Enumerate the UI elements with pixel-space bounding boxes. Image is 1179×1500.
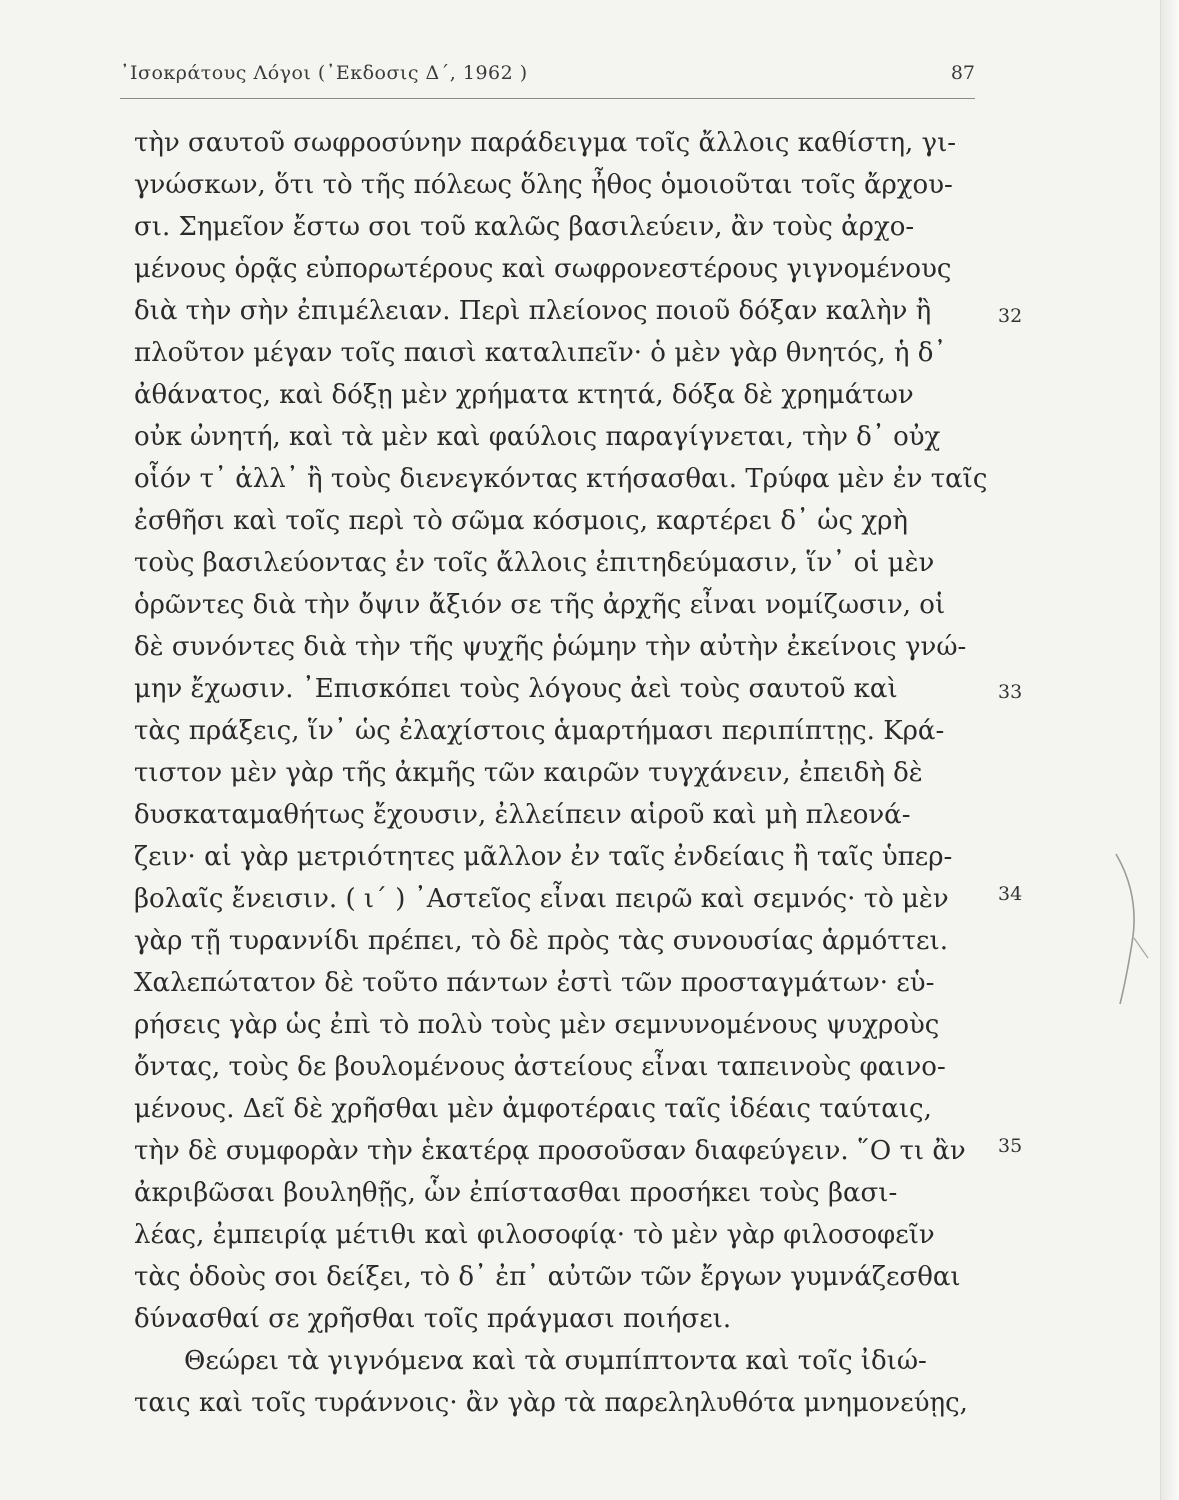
text-line: λέας, ἐμπειρίᾳ μέτιθι καὶ φιλοσοφίᾳ· τὸ μὲν γὰρ φιλοσοφεῖν <box>134 1220 935 1250</box>
header-rule <box>120 98 975 99</box>
text-line: σι. Σημεῖον ἔστω σοι τοῦ καλῶς βασιλεύειν, ἂν τοὺς ἀρχο- <box>134 212 915 242</box>
text-line: τὰς πράξεις, ἵν᾽ ὡς ἐλαχίστοις ἁμαρτήμασι περιπίπτῃς. Κρά- <box>134 716 945 746</box>
page-number: 87 <box>950 62 975 84</box>
page-edge <box>1160 0 1179 1500</box>
text-line: ρήσεις γὰρ ὡς ἐπὶ τὸ πολὺ τοὺς μὲν σεμνυνομένους ψυχροὺς <box>134 1010 940 1040</box>
text-line: Θεώρει τὰ γιγνόμενα καὶ τὰ συμπίπτοντα καὶ τοῖς ἰδιώ- <box>184 1346 927 1376</box>
text-line: Χαλεπώτατον δὲ τοῦτο πάντων ἐστὶ τῶν προσταγμάτων· εὑ- <box>134 968 935 998</box>
text-line: ἐσθῆσι καὶ τοῖς περὶ τὸ σῶμα κόσμοις, καρτέρει δ᾽ ὡς χρὴ <box>134 506 908 536</box>
text-line: δύνασθαί σε χρῆσθαι τοῖς πράγμασι ποιήσει. <box>134 1304 732 1334</box>
text-line: ἀκριβῶσαι βουληθῇς, ὧν ἐπίστασθαι προσήκει τοὺς βασι- <box>134 1178 898 1208</box>
text-line: γνώσκων, ὅτι τὸ τῆς πόλεως ὅλης ἦθος ὁμοιοῦται τοῖς ἄρχου- <box>134 170 953 200</box>
text-line: διὰ τὴν σὴν ἐπιμέλειαν. Περὶ πλείονος ποιοῦ δόξαν καλὴν ἢ <box>134 296 932 326</box>
text-line: ἀθάνατος, καὶ δόξῃ μὲν χρήματα κτητά, δόξα δὲ χρημάτων <box>134 380 914 410</box>
section-number: 34 <box>998 883 1023 905</box>
text-line: δὲ συνόντες διὰ τὴν τῆς ψυχῆς ῥώμην τὴν αὐτὴν ἐκείνοις γνώ- <box>134 632 967 662</box>
text-line: τὴν δὲ συμφορὰν τὴν ἑκατέρᾳ προσοῦσαν διαφεύγειν. ῞Ο τι ἂν <box>134 1136 966 1166</box>
text-line: βολαῖς ἔνεισιν. ( ι΄ ) ᾿Αστεῖος εἶναι πειρῶ καὶ σεμνός· τὸ μὲν <box>134 884 949 914</box>
text-line: ζειν· αἱ γὰρ μετριότητες μᾶλλον ἐν ταῖς ἐνδείαις ἢ ταῖς ὑπερ- <box>134 842 953 872</box>
section-number: 32 <box>998 305 1023 327</box>
text-line: μην ἔχωσιν. ᾿Επισκόπει τοὺς λόγους ἀεὶ τοὺς σαυτοῦ καὶ <box>134 674 898 704</box>
running-title: ᾿Ισοκράτους Λόγοι (᾿Εκδοσις Δ΄, 1962 ) <box>120 62 528 84</box>
text-line: μένους ὁρᾷς εὐπορωτέρους καὶ σωφρονεστέρους γιγνομένους <box>134 254 952 284</box>
text-line: μένους. Δεῖ δὲ χρῆσθαι μὲν ἀμφοτέραις ταῖς ἰδέαις ταύταις, <box>134 1094 932 1124</box>
page-header <box>120 62 975 94</box>
text-line: οὐκ ὠνητή, καὶ τὰ μὲν καὶ φαύλοις παραγίγνεται, τὴν δ᾽ οὐχ <box>134 422 941 452</box>
text-line: οἷόν τ᾽ ἀλλ᾽ ἢ τοὺς διενεγκόντας κτήσασθαι. Τρύφα μὲν ἐν ταῖς <box>134 464 988 494</box>
text-line: πλοῦτον μέγαν τοῖς παισὶ καταλιπεῖν· ὁ μὲν γὰρ θνητός, ἡ δ᾽ <box>134 338 947 368</box>
pencil-mark <box>1108 848 1168 1008</box>
text-line: ὄντας, τοὺς δε βουλομένους ἀστείους εἶναι ταπεινοὺς φαινο- <box>134 1052 946 1082</box>
text-line: δυσκαταμαθήτως ἔχουσιν, ἐλλείπειν αἱροῦ καὶ μὴ πλεονά- <box>134 800 911 830</box>
text-line: ὁρῶντες διὰ τὴν ὄψιν ἄξιόν σε τῆς ἀρχῆς εἶναι νομίζωσιν, οἱ <box>134 590 946 620</box>
text-line: γὰρ τῇ τυραννίδι πρέπει, τὸ δὲ πρὸς τὰς συνουσίας ἁρμόττει. <box>134 926 948 956</box>
text-line: τὴν σαυτοῦ σωφροσύνην παράδειγμα τοῖς ἄλλοις καθίστη, γι- <box>134 128 957 158</box>
text-line: τιστον μὲν γὰρ τῆς ἀκμῆς τῶν καιρῶν τυγχάνειν, ἐπειδὴ δὲ <box>134 758 923 788</box>
text-line: τὰς ὁδοὺς σοι δείξει, τὸ δ᾽ ἐπ᾽ αὐτῶν τῶν ἔργων γυμνάζεσθαι <box>134 1262 961 1292</box>
section-number: 35 <box>998 1135 1023 1157</box>
text-line: ταις καὶ τοῖς τυράννοις· ἂν γὰρ τὰ παρεληλυθότα μνημονεύῃς, <box>134 1388 968 1418</box>
section-number: 33 <box>998 681 1023 703</box>
text-line: τοὺς βασιλεύοντας ἐν τοῖς ἄλλοις ἐπιτηδεύμασιν, ἵν᾽ οἱ μὲν <box>134 548 935 578</box>
